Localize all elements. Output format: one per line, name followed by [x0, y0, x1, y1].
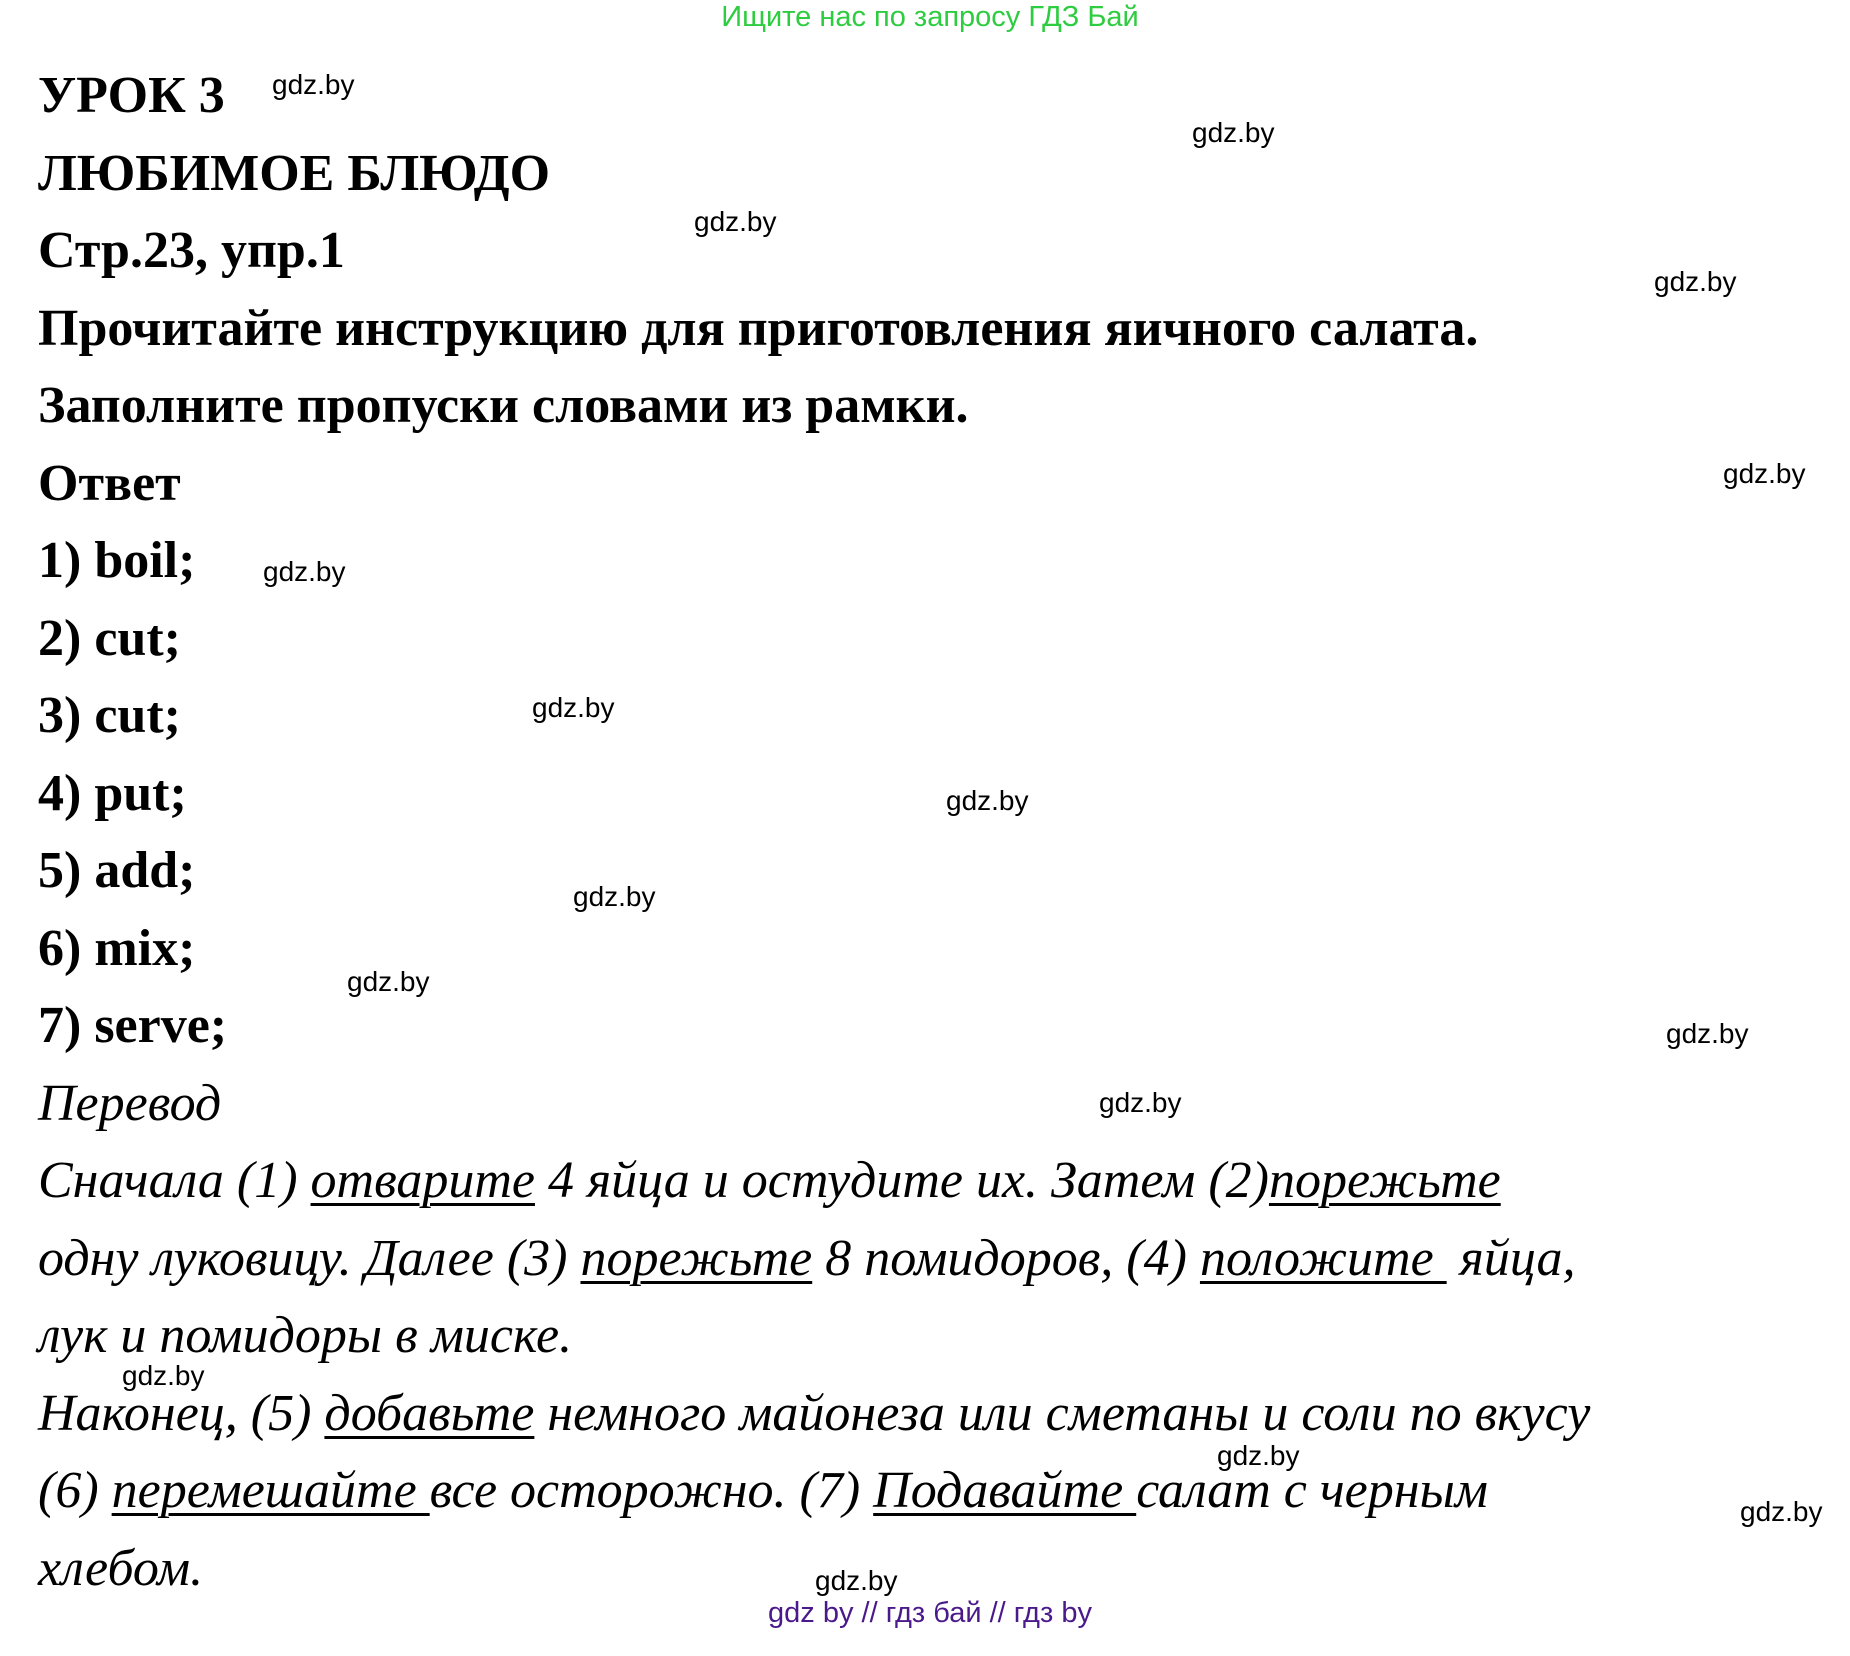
watermark: gdz.by — [1099, 1087, 1182, 1118]
answer-item: 1) boil; — [38, 532, 196, 589]
watermark: gdz.by — [694, 206, 777, 237]
watermark: gdz.by — [122, 1360, 205, 1391]
translation-line — [38, 1142, 1838, 1220]
text: салат с черным — [1136, 1462, 1488, 1519]
text: 4 яйца и остудите их. Затем (2) — [534, 1152, 1269, 1209]
watermark: gdz.by — [263, 556, 346, 587]
watermark: gdz.by — [272, 69, 355, 100]
task-text-1: Прочитайте инструкцию для приготовления яичного салата. — [38, 299, 1479, 357]
watermark: gdz.by — [1654, 266, 1737, 297]
translation-line: хлебом. — [38, 1539, 204, 1597]
text: 8 помидоров, (4) — [812, 1229, 1200, 1287]
text: Сначала (1) — [38, 1152, 311, 1209]
exercise-reference: Стр.23, упр.1 — [38, 222, 345, 279]
text: немного майонеза или сметаны и соли по вкусу — [534, 1384, 1591, 1442]
text: (6) — [38, 1462, 112, 1519]
filled-word: добавьте — [324, 1384, 535, 1442]
answer-item: 3) cut; — [38, 687, 181, 744]
watermark: gdz.by — [946, 785, 1029, 816]
filled-word: отварите — [310, 1152, 535, 1209]
translation-line — [38, 1375, 1838, 1453]
translation-line — [38, 1452, 1838, 1530]
topic-title: ЛЮБИМОЕ БЛЮДО — [38, 144, 551, 202]
task-text-2: Заполните пропуски словами из рамки. — [38, 377, 969, 434]
watermark: gdz.by — [1740, 1496, 1823, 1527]
answer-item: 2) cut; — [38, 609, 181, 667]
filled-word: положите — [1199, 1229, 1447, 1287]
text: все осторожно. (7) — [429, 1462, 874, 1519]
watermark: gdz.by — [1723, 458, 1806, 489]
footer-links: gdz by // гдз бай // гдз by — [768, 1597, 1092, 1629]
text: яйца, — [1446, 1229, 1576, 1287]
watermark: gdz.by — [573, 881, 656, 912]
translation-heading: Перевод — [38, 1074, 222, 1132]
watermark: gdz.by — [1666, 1018, 1749, 1049]
filled-word: порежьте — [1268, 1152, 1501, 1209]
watermark: gdz.by — [347, 966, 430, 997]
answer-heading: Ответ — [38, 454, 181, 512]
answer-item: 6) mix; — [38, 919, 196, 977]
filled-word: Подавайте — [873, 1462, 1137, 1519]
answer-item: 5) add; — [38, 842, 196, 899]
watermark: gdz.by — [1192, 117, 1275, 148]
lesson-title: УРОК 3 — [38, 67, 225, 124]
answer-item: 4) put; — [38, 764, 187, 822]
document-body — [38, 57, 1838, 1607]
search-banner: Ищите нас по запросу ГДЗ Бай — [721, 1, 1139, 33]
watermark: gdz.by — [532, 692, 615, 723]
answer-item: 7) serve; — [38, 997, 228, 1054]
translation-line — [38, 1220, 1838, 1298]
translation-line: лук и помидоры в миске. — [38, 1307, 573, 1364]
text: одну луковицу. Далее (3) — [38, 1229, 581, 1287]
filled-word: перемешайте — [111, 1462, 430, 1519]
watermark: gdz.by — [815, 1565, 898, 1596]
watermark: gdz.by — [1217, 1440, 1300, 1471]
filled-word: порежьте — [580, 1229, 813, 1287]
text: Наконец, (5) — [38, 1384, 325, 1442]
